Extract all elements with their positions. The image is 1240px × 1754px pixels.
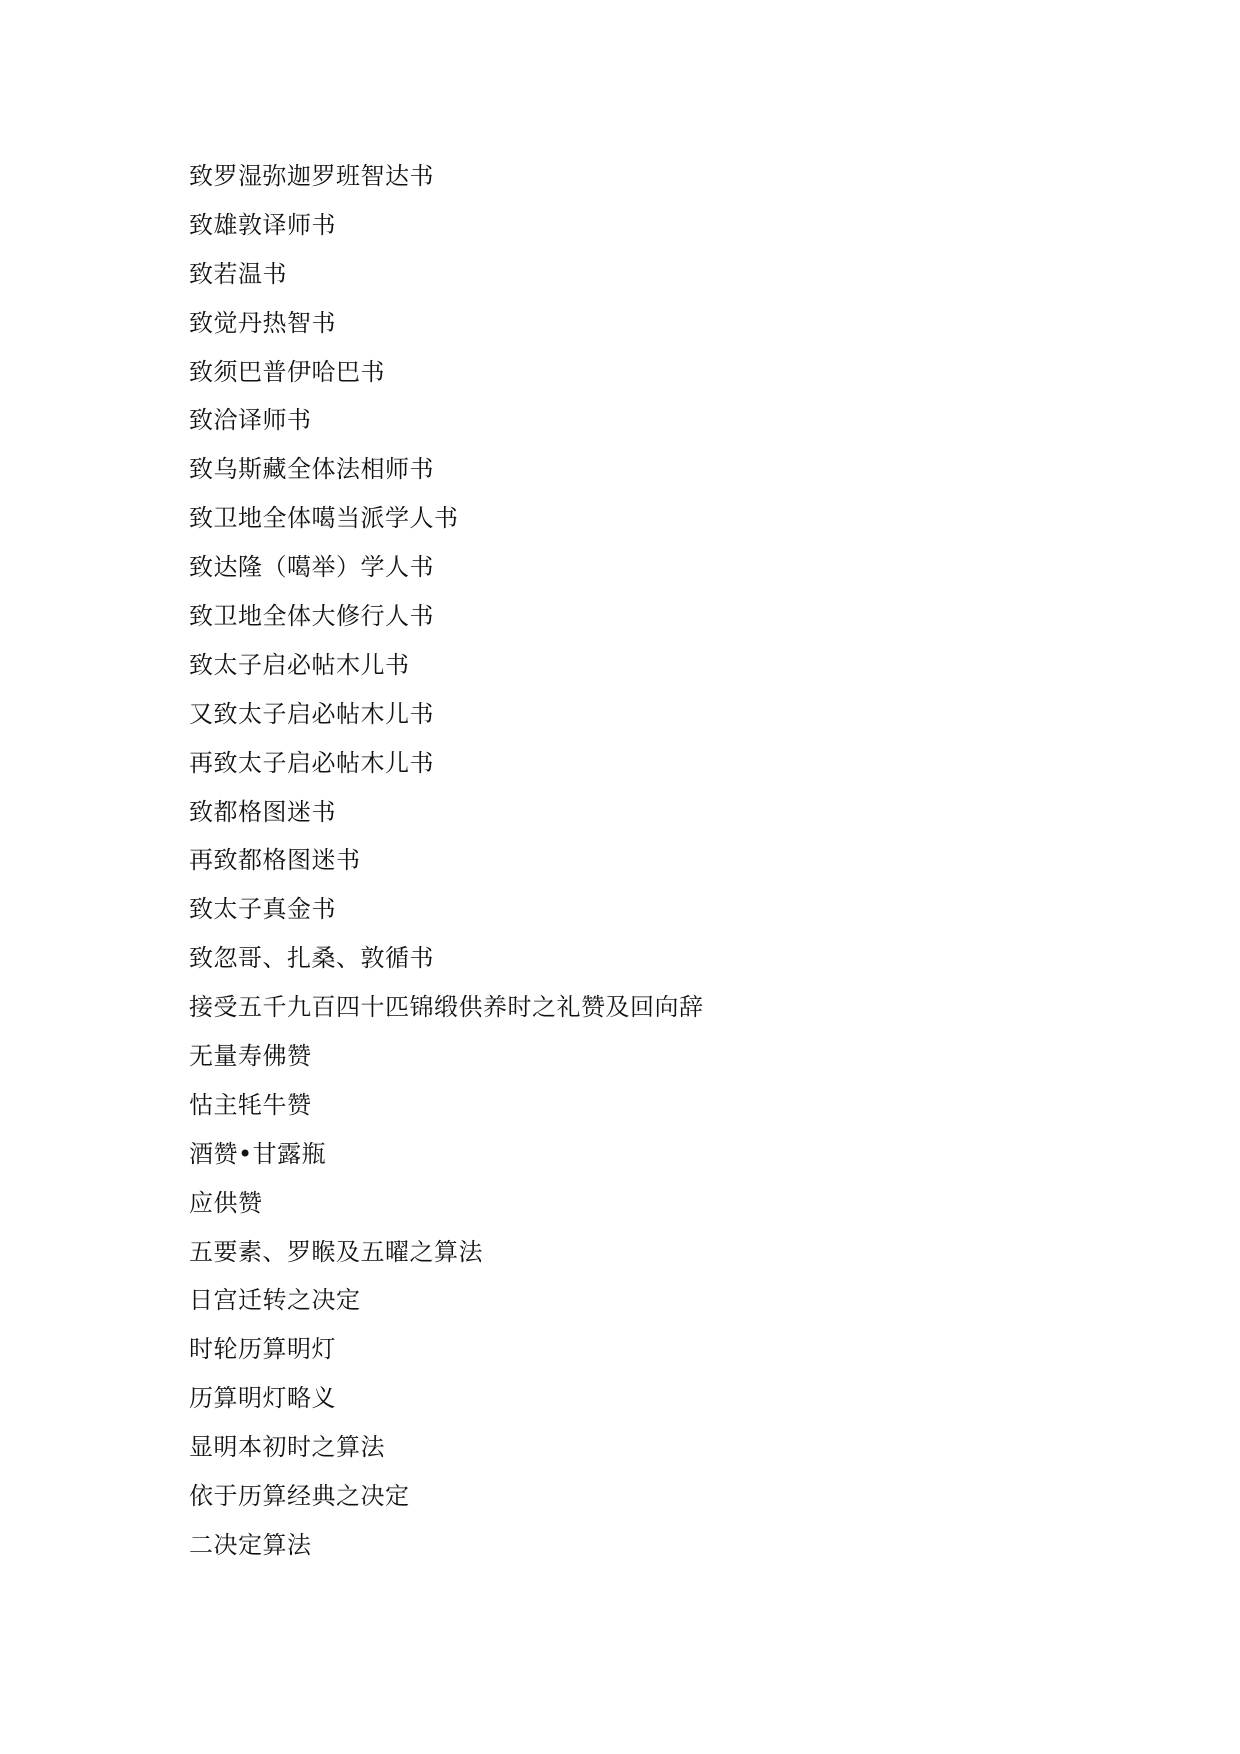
list-item: 致太子启必帖木儿书 — [189, 650, 410, 679]
list-item: 致卫地全体大修行人书 — [189, 602, 434, 631]
list-item: 致须巴普伊哈巴书 — [189, 357, 385, 386]
list-item: 酒赞•甘露瓶 — [189, 1139, 327, 1168]
list-item: 致乌斯藏全体法相师书 — [189, 455, 434, 484]
list-item: 接受五千九百四十匹锦缎供养时之礼赞及回向辞 — [189, 993, 704, 1022]
list-item: 致雄敦译师书 — [189, 210, 336, 239]
list-item: 致太子真金书 — [189, 895, 336, 924]
list-item: 致达隆（噶举）学人书 — [189, 553, 434, 582]
list-item: 致觉丹热智书 — [189, 308, 336, 337]
list-item: 致罗湿弥迦罗班智达书 — [189, 162, 434, 190]
list-item: 五要素、罗睺及五曜之算法 — [189, 1237, 483, 1266]
list-item: 二决定算法 — [189, 1530, 312, 1559]
list-item: 依于历算经典之决定 — [189, 1482, 410, 1511]
list-item: 应供赞 — [189, 1188, 263, 1217]
list-item: 怙主牦牛赞 — [189, 1090, 312, 1119]
list-item: 致忽哥、扎桑、敦循书 — [189, 944, 434, 973]
list-item: 历算明灯略义 — [189, 1384, 336, 1413]
list-item: 致若温书 — [189, 259, 287, 288]
list-item: 日宫迁转之决定 — [189, 1286, 361, 1315]
list-item: 无量寿佛赞 — [189, 1042, 312, 1071]
list-item: 又致太子启必帖木儿书 — [189, 699, 434, 728]
contents-list — [189, 152, 704, 1570]
list-item: 致卫地全体噶当派学人书 — [189, 504, 459, 533]
list-item: 致洽译师书 — [189, 406, 312, 435]
list-item: 再致太子启必帖木儿书 — [189, 748, 434, 777]
list-item: 时轮历算明灯 — [189, 1335, 336, 1364]
list-item: 显明本初时之算法 — [189, 1433, 385, 1462]
list-item: 致都格图迷书 — [189, 797, 336, 826]
list-item: 再致都格图迷书 — [189, 846, 361, 875]
